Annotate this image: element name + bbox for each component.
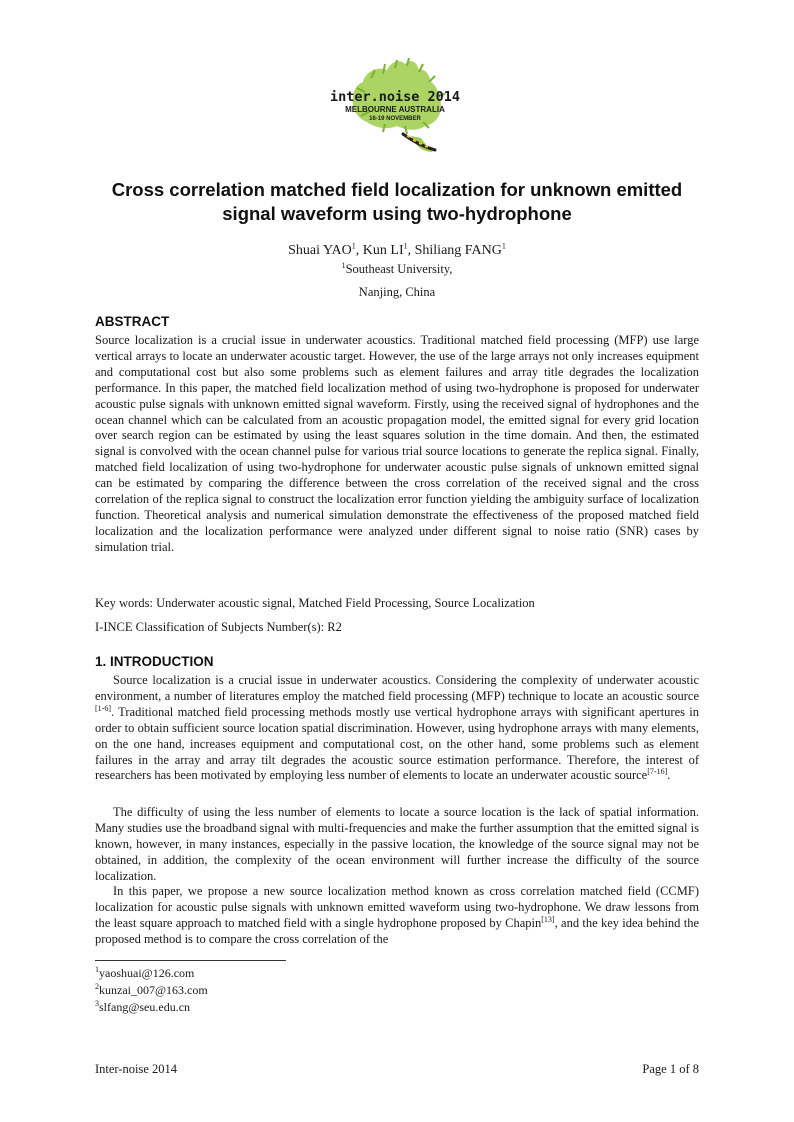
footnote-divider (95, 960, 286, 961)
author-affil-mark: 1 (501, 241, 506, 251)
abstract-heading: ABSTRACT (95, 314, 170, 329)
keywords: Key words: Underwater acoustic signal, Matched Field Processing, Source Localization (95, 596, 535, 610)
footnote-mark: 2 (95, 982, 99, 991)
logo-line-2: MELBOURNE AUSTRALIA (345, 105, 445, 114)
footnote (95, 1000, 190, 1015)
intro-p1-text-c: . (667, 768, 671, 783)
author-name: Kun LI (362, 243, 404, 258)
footer-page-number: Page 1 of 8 (642, 1062, 699, 1076)
intro-paragraph-1 (95, 673, 699, 784)
affiliation-name: Southeast University, (345, 262, 453, 276)
intro-paragraph-2: The difficulty of using the less number of elements to locate a source location is the lack of spatial information. Many studies use the broadband signal with multi-frequencies and make the further assumption that the emitted signal is known, however, in many instances, especially in the passive location, the knowledge of the source signal may not be obtained, in addition, the complexity of the ocean environment will further increase the difficulty of the source localization. (95, 805, 699, 883)
citation: [1-6] (95, 703, 111, 713)
citation: [13] (541, 914, 555, 924)
intro-p1-text-b: . Traditional matched field processing methods mostly use vertical hydrophone arrays with significant apertures in order to obtain sufficient source location spatial discrimination. However, using hydrophone arrays with many elements, on the one hand, increases equipment and computational cost, on the other hand, some problems such as element failures in the array and array tilt degrades the acoustic source estimation performance. Therefore, the interest of researchers has been motivated by employing less number of elements to locate an underwater acoustic source (95, 704, 699, 783)
author-name: Shuai YAO (288, 243, 352, 258)
logo-line-3: 16-19 NOVEMBER (369, 116, 421, 122)
intro-heading: 1. INTRODUCTION (95, 654, 214, 669)
intro-p3-text-b: , and the key idea behind the proposed method is to compare the cross correlation of the (95, 915, 699, 946)
author-affil-mark: 1 (351, 241, 356, 251)
citation: [7-16] (647, 767, 668, 777)
footnote-mark: 1 (95, 965, 99, 974)
title-line-1: Cross correlation matched field localization for unknown emitted (111, 179, 683, 200)
affiliation-mark: 1 (341, 260, 346, 270)
abstract-text: Source localization is a crucial issue in underwater acoustics. Traditional matched field processing (MFP) use large vertical arrays to locate an underwater acoustic target. However, the use of the large arrays not only increases equipment and computational cost but also some problems such as element failures and array title degrades the localization performance. In this paper, the matched field localization method of using two-hydrophone is proposed for underwater acoustic pulse signals with unknown emitted signal waveform. Firstly, using the received signal of hydrophones and the ocean channel which can be calculated from an acoustic propagation model, the emitted signal for every grid location over search region can be estimated by using the least squares solution in the time domain. And then, the estimated signal is convolved with the ocean channel pulse for various trial source locations to generate the replica signal. Finally, matched field localization of using two-hydrophone for underwater acoustic pulse signals of unknown emitted signal can be estimated by comparing the difference between the cross correlation of the received signal and the cross correlation of the replica signal to construct the localization error function yielding the ambiguity surface of localization function. Theoretical analysis and numerical simulation demonstrate the effectiveness of the proposed matched field localization and the localization performance were analyzed under different signal to noise ratio (SNR) cases by simulation trial. (95, 333, 699, 554)
footnote-email: slfang@seu.edu.cn (99, 1000, 191, 1014)
footnote-email: kunzai_007@163.com (99, 983, 208, 997)
conference-logo (325, 52, 465, 162)
footnote (95, 983, 208, 998)
intro-p3-text-a: In this paper, we propose a new source localization method known as cross correlation matched field (CCMF) localization for acoustic pulse signals with unknown emitted waveform using two-hydrophone. We draw lessons from the least square approach to matched field with a single hydrophone proposed by Chapin (95, 884, 699, 930)
logo-text (325, 90, 465, 124)
footnote (95, 966, 194, 981)
classification: I-INCE Classification of Subjects Number(s): R2 (95, 620, 342, 634)
logo-line-1: inter.noise 2014 (329, 89, 461, 105)
intro-paragraph-3 (95, 884, 699, 948)
author-affil-mark: 1 (403, 241, 408, 251)
intro-p1-text-a: Source localization is a crucial issue in underwater acoustics. Considering the complexity of underwater acoustic environment, a number of literatures employ the matched field processing (MFP) technique to locate an acoustic source (95, 673, 699, 703)
paper-title (95, 178, 699, 226)
affiliation-location: Nanjing, China (358, 285, 436, 299)
author-name: Shiliang FANG (414, 243, 502, 258)
author-list: Shuai YAO$^1$, Kun $LI^1$, Shiliang FANG$^1$ (288, 241, 506, 258)
title-line-2: signal waveform using two-hydrophone (222, 203, 572, 224)
footnote-mark: 3 (95, 999, 99, 1008)
paper-page (95, 0, 699, 1122)
footnote-email: yaoshuai@126.com (99, 966, 195, 980)
footer-conference: Inter-noise 2014 (95, 1062, 178, 1076)
affiliation (95, 261, 699, 277)
